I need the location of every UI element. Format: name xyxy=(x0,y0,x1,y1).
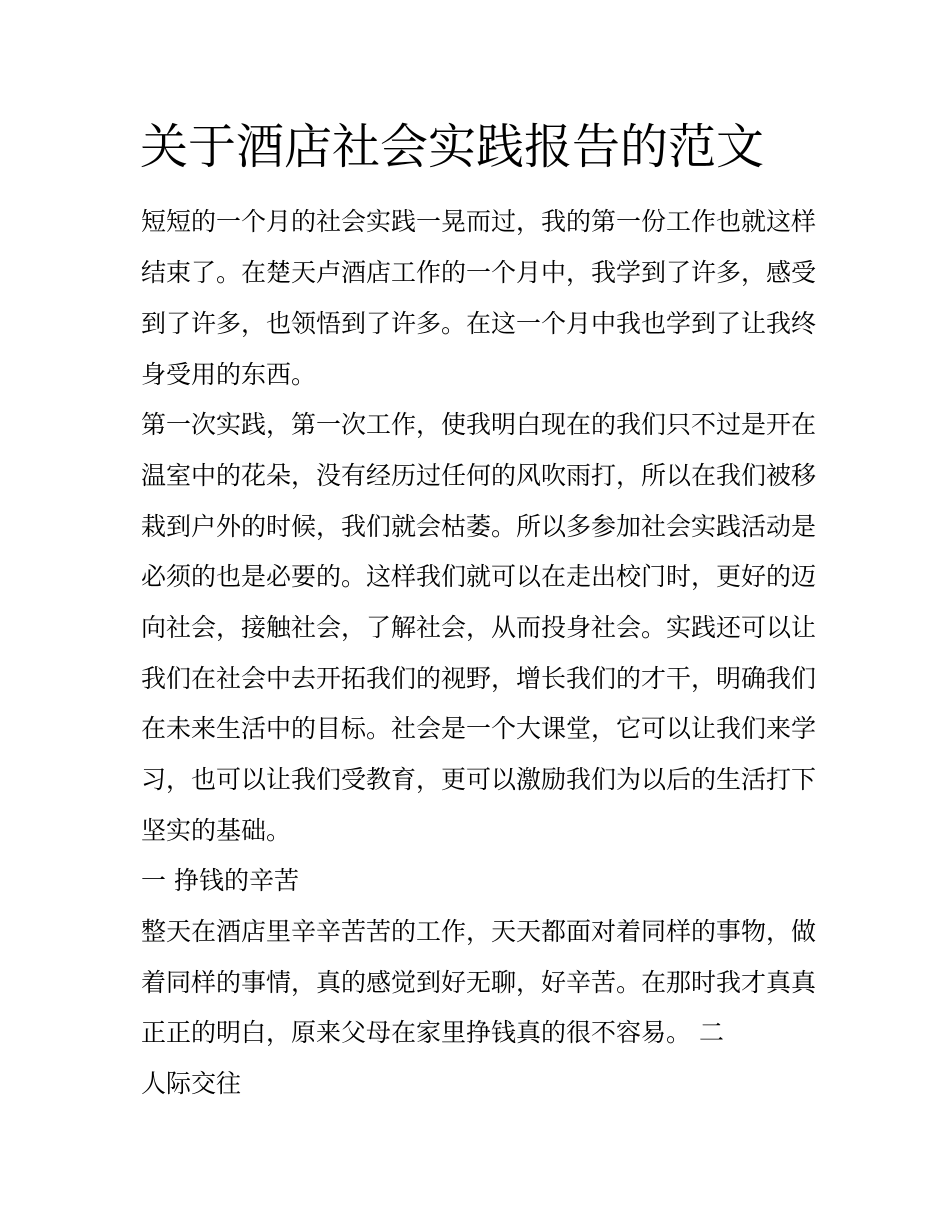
body-line: 坚实的基础。 xyxy=(141,816,292,845)
body-line: 身受用的东西。 xyxy=(141,360,317,389)
body-line: 必须的也是必要的。这样我们就可以在走出校门时，更好的迈 xyxy=(141,562,817,591)
body-line: 整天在酒店里辛辛苦苦的工作，天天都面对着同样的事物，做 xyxy=(141,917,817,946)
body-line: 第一次实践，第一次工作，使我明白现在的我们只不过是开在 xyxy=(141,410,817,439)
section-heading: 一 挣钱的辛苦 xyxy=(141,866,299,895)
body-line: 结束了。在楚天卢酒店工作的一个月中，我学到了许多，感受 xyxy=(141,258,817,287)
section-heading: 人际交往 xyxy=(141,1069,242,1098)
body-line: 在未来生活中的目标。社会是一个大课堂，它可以让我们来学 xyxy=(141,714,817,743)
body-line: 着同样的事情，真的感觉到好无聊，好辛苦。在那时我才真真 xyxy=(141,968,817,997)
body-line: 栽到户外的时候，我们就会枯萎。所以多参加社会实践活动是 xyxy=(141,512,817,541)
body-line: 短短的一个月的社会实践一晃而过，我的第一份工作也就这样 xyxy=(141,207,817,236)
body-line: 向社会，接触社会，了解社会，从而投身社会。实践还可以让 xyxy=(141,613,817,642)
body-line: 正正的明白，原来父母在家里挣钱真的很不容易。 二 xyxy=(141,1018,724,1047)
body-line: 到了许多，也领悟到了许多。在这一个月中我也学到了让我终 xyxy=(141,309,817,338)
body-line: 我们在社会中去开拓我们的视野，增长我们的才干，明确我们 xyxy=(141,664,817,693)
document-title: 关于酒店社会实践报告的范文 xyxy=(140,119,765,175)
body-line: 温室中的花朵，没有经历过任何的风吹雨打，所以在我们被移 xyxy=(141,461,817,490)
body-line: 习，也可以让我们受教育，更可以激励我们为以后的生活打下 xyxy=(141,765,817,794)
